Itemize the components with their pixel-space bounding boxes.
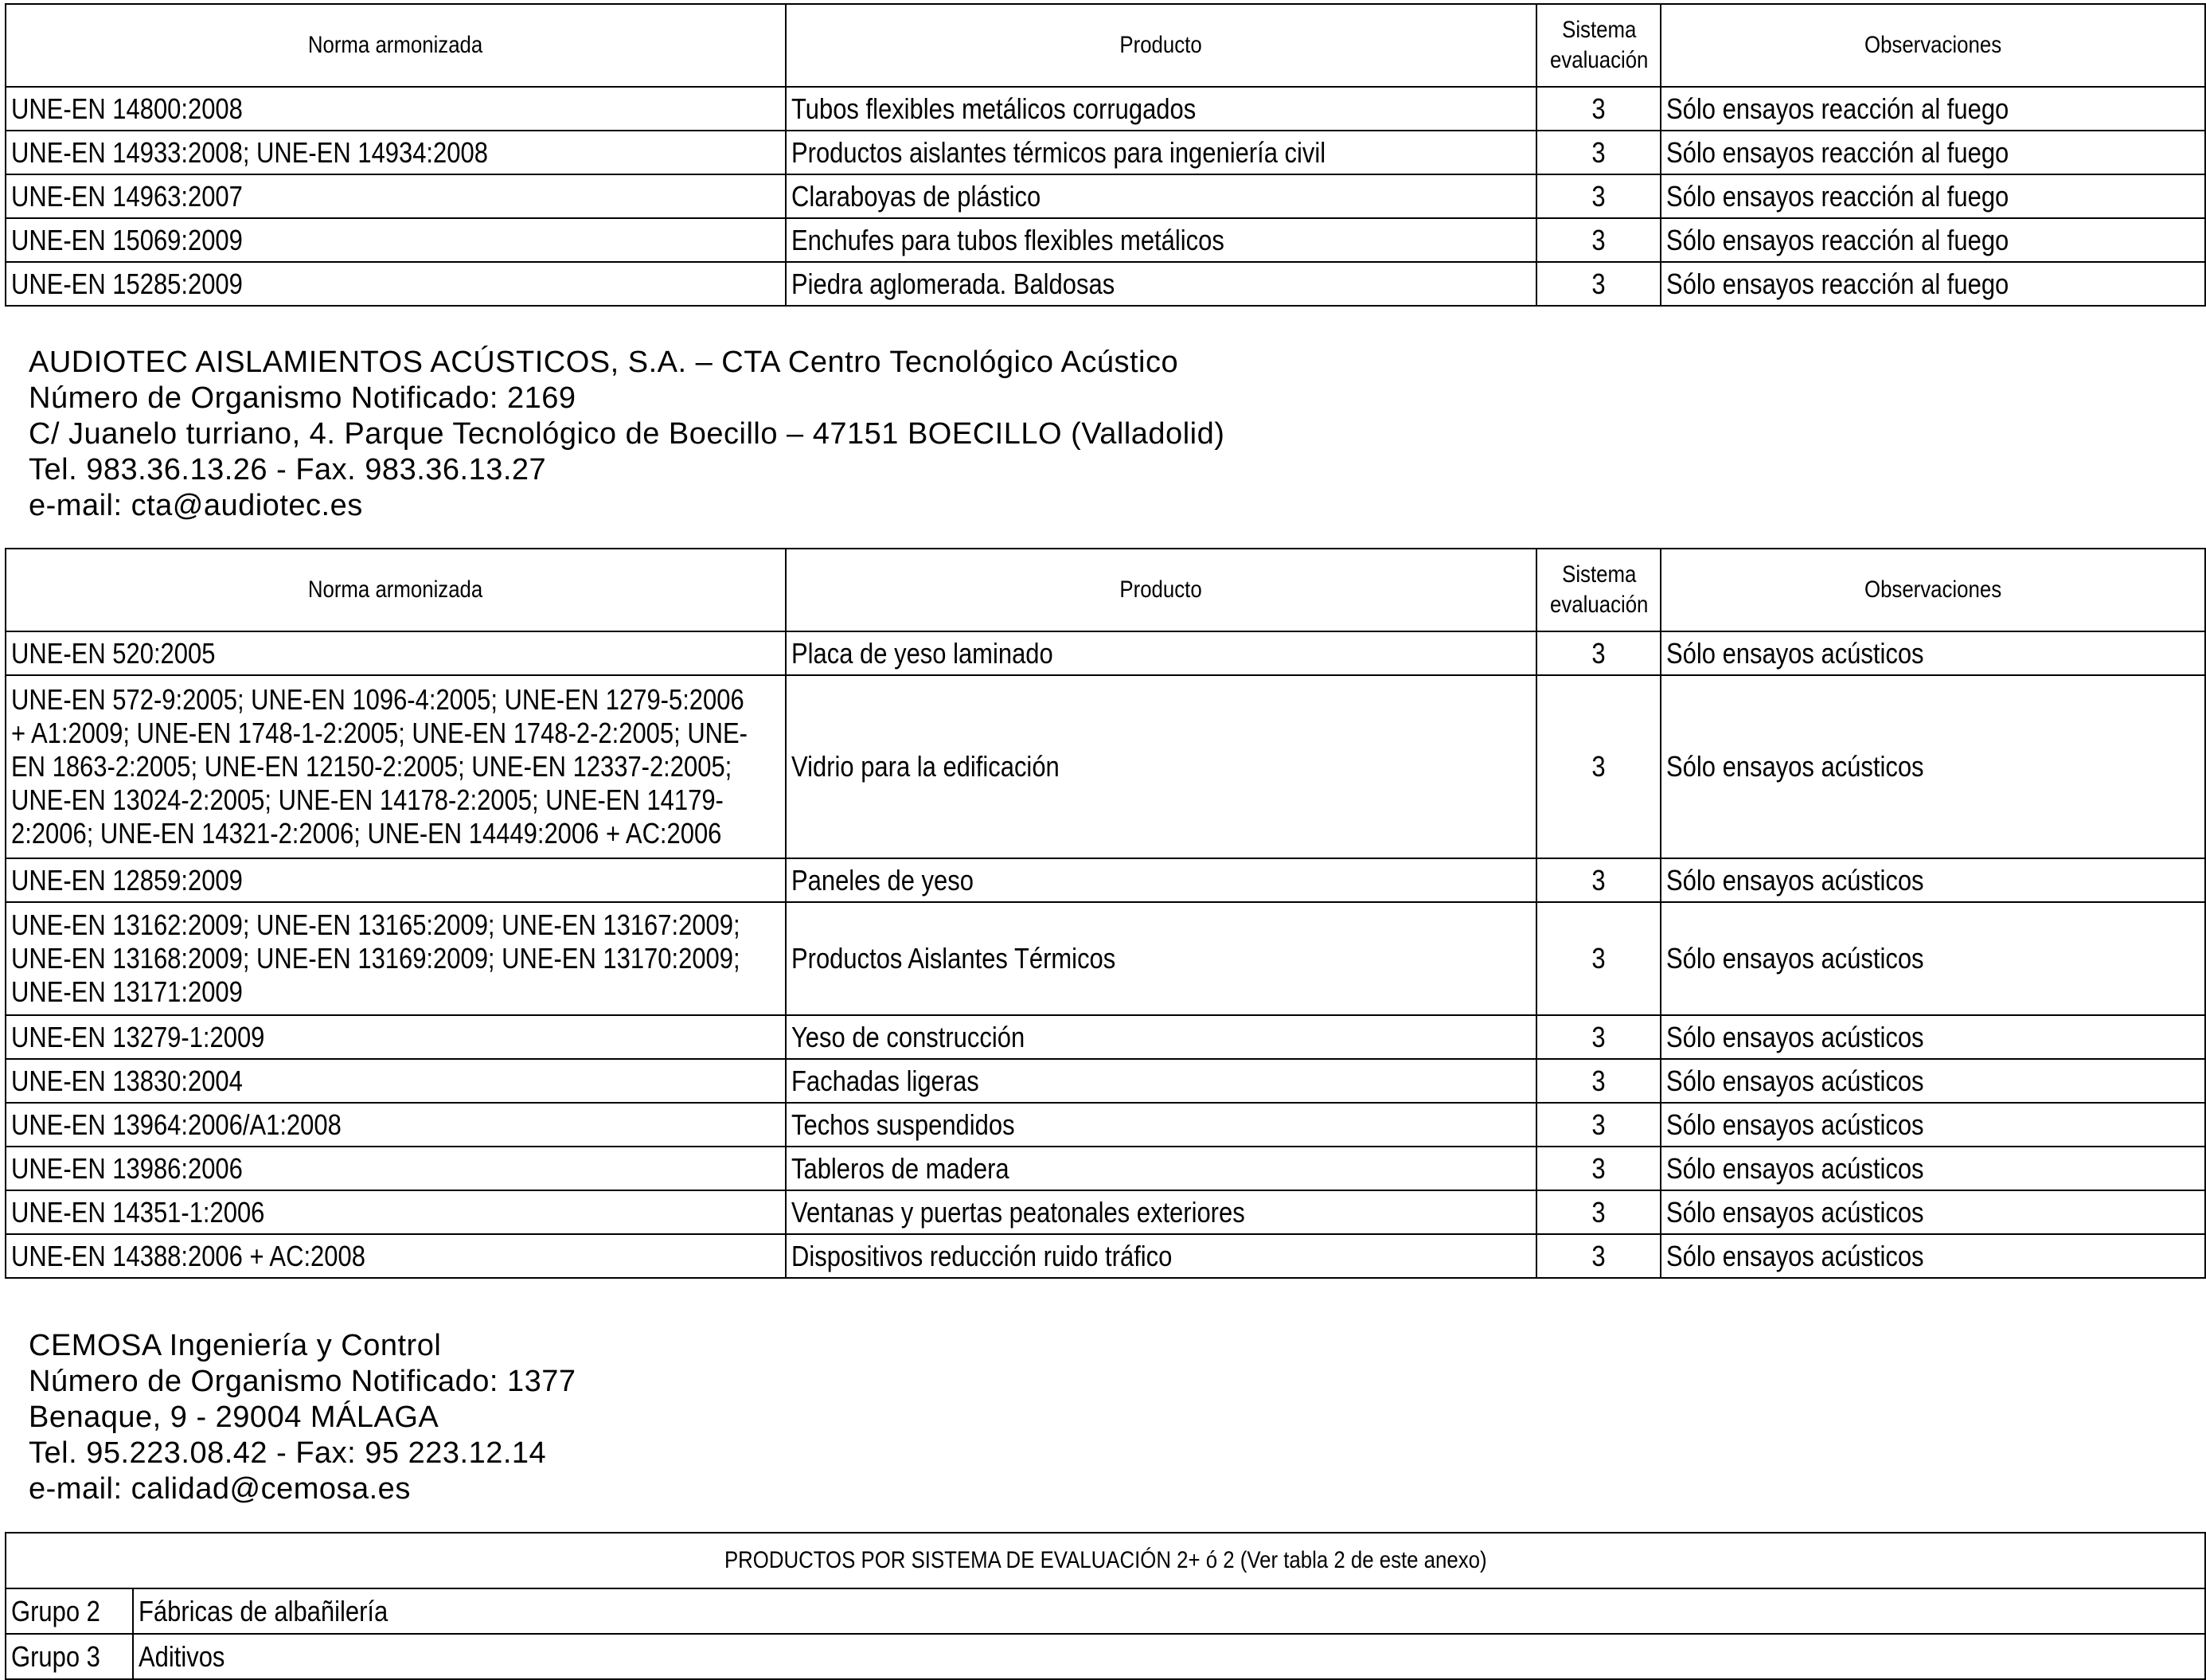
cell-observaciones: Sólo ensayos acústicos — [1661, 1103, 2205, 1147]
cell-sistema: 3 — [1536, 1103, 1661, 1147]
cell-sistema: 3 — [1536, 858, 1661, 902]
cell-norma: UNE-EN 13986:2006 — [6, 1147, 786, 1190]
header-productos-sistema: PRODUCTOS POR SISTEMA DE EVALUACIÓN 2+ ó 2 (Ver tabla 2 de este anexo) — [6, 1533, 2205, 1588]
table-header-row — [6, 549, 2205, 631]
cell-observaciones: Sólo ensayos acústicos — [1661, 1015, 2205, 1059]
cell-observaciones: Sólo ensayos reacción al fuego — [1661, 87, 2205, 131]
acoustic-tests-table — [5, 548, 2206, 1279]
cell-norma: UNE-EN 14963:2007 — [6, 174, 786, 218]
table-row — [6, 1015, 2205, 1059]
table-row — [6, 131, 2205, 174]
table-row — [6, 87, 2205, 131]
table-row — [6, 1234, 2205, 1278]
cell-producto: Placa de yeso laminado — [786, 631, 1536, 675]
table-row — [6, 675, 2205, 858]
cell-sistema: 3 — [1536, 131, 1661, 174]
table-header-row — [6, 4, 2205, 87]
organism-phone: Tel. 983.36.13.26 - Fax. 983.36.13.27 — [29, 453, 547, 486]
organism-name: AUDIOTEC AISLAMIENTOS ACÚSTICOS, S.A. – CTA Centro Tecnológico Acústico — [29, 346, 1179, 379]
cell-sistema: 3 — [1536, 1190, 1661, 1234]
cell-norma: UNE-EN 13279-1:2009 — [6, 1015, 786, 1059]
cell-observaciones: Sólo ensayos reacción al fuego — [1661, 218, 2205, 262]
cell-observaciones: Sólo ensayos acústicos — [1661, 1147, 2205, 1190]
header-sistema: Sistema evaluación — [1536, 4, 1661, 87]
cell-producto: Tubos flexibles metálicos corrugados — [786, 87, 1536, 131]
cell-observaciones: Sólo ensayos acústicos — [1661, 631, 2205, 675]
cell-desc: Fábricas de albañilería — [133, 1588, 2205, 1634]
organism-number: Número de Organismo Notificado: 1377 — [29, 1365, 576, 1398]
cell-sistema: 3 — [1536, 174, 1661, 218]
cell-norma: UNE-EN 14800:2008 — [6, 87, 786, 131]
header-observaciones: Observaciones — [1661, 4, 2205, 87]
cell-sistema: 3 — [1536, 1059, 1661, 1103]
table-row — [6, 1634, 2205, 1679]
cell-observaciones: Sólo ensayos acústicos — [1661, 1059, 2205, 1103]
cell-sistema: 3 — [1536, 218, 1661, 262]
cell-producto: Ventanas y puertas peatonales exteriores — [786, 1190, 1536, 1234]
cell-observaciones: Sólo ensayos reacción al fuego — [1661, 131, 2205, 174]
cell-producto: Vidrio para la edificación — [786, 675, 1536, 858]
table-row — [6, 174, 2205, 218]
cell-norma: UNE-EN 572-9:2005; UNE-EN 1096-4:2005; UNE-EN 1279-5:2006 + A1:2009; UNE-EN 1748-1-2:2005; UNE-EN 1748-2-2:2005; UNE-EN 1863-2:2005; UNE-EN 12150-2:2005; UNE-EN 12337-2:2005; UNE-EN 13024-2:2005; UNE-EN 14178-2:2005; UNE-EN 14179-2:2006; UNE-EN 14321-2:2006; UNE-EN 14449:2006 + AC:2006 — [6, 675, 786, 858]
cell-norma: UNE-EN 13964:2006/A1:2008 — [6, 1103, 786, 1147]
table-row — [6, 218, 2205, 262]
table-row — [6, 902, 2205, 1015]
cell-norma: UNE-EN 13162:2009; UNE-EN 13165:2009; UNE-EN 13167:2009; UNE-EN 13168:2009; UNE-EN 13169:2009; UNE-EN 13170:2009; UNE-EN 13171:2009 — [6, 902, 786, 1015]
cell-producto: Fachadas ligeras — [786, 1059, 1536, 1103]
cell-producto: Enchufes para tubos flexibles metálicos — [786, 218, 1536, 262]
cell-sistema: 3 — [1536, 902, 1661, 1015]
organism-email: e-mail: calidad@cemosa.es — [29, 1472, 411, 1506]
cell-norma: UNE-EN 14933:2008; UNE-EN 14934:2008 — [6, 131, 786, 174]
header-sistema: Sistema evaluación — [1536, 549, 1661, 631]
table-row — [6, 1059, 2205, 1103]
cell-desc: Aditivos — [133, 1634, 2205, 1679]
fire-tests-table — [5, 3, 2206, 307]
header-producto: Producto — [786, 549, 1536, 631]
cell-observaciones: Sólo ensayos reacción al fuego — [1661, 262, 2205, 306]
organism-phone: Tel. 95.223.08.42 - Fax: 95 223.12.14 — [29, 1436, 547, 1470]
table-row — [6, 1103, 2205, 1147]
cell-grupo: Grupo 2 — [6, 1588, 133, 1634]
table-row — [6, 1588, 2205, 1634]
table-row — [6, 858, 2205, 902]
cell-sistema: 3 — [1536, 631, 1661, 675]
cell-observaciones: Sólo ensayos acústicos — [1661, 858, 2205, 902]
cell-grupo: Grupo 3 — [6, 1634, 133, 1679]
organism-number: Número de Organismo Notificado: 2169 — [29, 381, 576, 415]
cell-sistema: 3 — [1536, 1147, 1661, 1190]
cell-producto: Techos suspendidos — [786, 1103, 1536, 1147]
cell-observaciones: Sólo ensayos acústicos — [1661, 1234, 2205, 1278]
organism-email: e-mail: cta@audiotec.es — [29, 489, 363, 522]
cell-observaciones: Sólo ensayos acústicos — [1661, 675, 2205, 858]
cell-observaciones: Sólo ensayos acústicos — [1661, 1190, 2205, 1234]
header-producto: Producto — [786, 4, 1536, 87]
header-norma: Norma armonizada — [6, 549, 786, 631]
cell-norma: UNE-EN 520:2005 — [6, 631, 786, 675]
cell-producto: Productos Aislantes Térmicos — [786, 902, 1536, 1015]
cell-sistema: 3 — [1536, 675, 1661, 858]
cell-sistema: 3 — [1536, 262, 1661, 306]
cell-producto: Productos aislantes térmicos para ingeniería civil — [786, 131, 1536, 174]
cell-observaciones: Sólo ensayos acústicos — [1661, 902, 2205, 1015]
cell-norma: UNE-EN 15285:2009 — [6, 262, 786, 306]
cell-producto: Paneles de yeso — [786, 858, 1536, 902]
cell-producto: Yeso de construcción — [786, 1015, 1536, 1059]
cell-sistema: 3 — [1536, 1234, 1661, 1278]
cell-norma: UNE-EN 14351-1:2006 — [6, 1190, 786, 1234]
table-row — [6, 1190, 2205, 1234]
table-row — [6, 631, 2205, 675]
table-header-row — [6, 1533, 2205, 1588]
cell-norma: UNE-EN 12859:2009 — [6, 858, 786, 902]
cell-producto: Tableros de madera — [786, 1147, 1536, 1190]
header-observaciones: Observaciones — [1661, 549, 2205, 631]
header-norma: Norma armonizada — [6, 4, 786, 87]
cell-norma: UNE-EN 14388:2006 + AC:2008 — [6, 1234, 786, 1278]
organism-address: Benaque, 9 - 29004 MÁLAGA — [29, 1401, 439, 1434]
organism-info-cemosa — [29, 1328, 576, 1507]
cell-observaciones: Sólo ensayos reacción al fuego — [1661, 174, 2205, 218]
organism-info-audiotec — [29, 345, 1224, 524]
cell-producto: Piedra aglomerada. Baldosas — [786, 262, 1536, 306]
organism-address: C/ Juanelo turriano, 4. Parque Tecnológico de Boecillo – 47151 BOECILLO (Valladolid) — [29, 417, 1225, 451]
cell-norma: UNE-EN 15069:2009 — [6, 218, 786, 262]
cell-producto: Claraboyas de plástico — [786, 174, 1536, 218]
cell-sistema: 3 — [1536, 1015, 1661, 1059]
organism-name: CEMOSA Ingeniería y Control — [29, 1329, 442, 1362]
cell-sistema: 3 — [1536, 87, 1661, 131]
cell-norma: UNE-EN 13830:2004 — [6, 1059, 786, 1103]
table-row — [6, 262, 2205, 306]
evaluation-system-table — [5, 1532, 2206, 1680]
cell-producto: Dispositivos reducción ruido tráfico — [786, 1234, 1536, 1278]
table-row — [6, 1147, 2205, 1190]
